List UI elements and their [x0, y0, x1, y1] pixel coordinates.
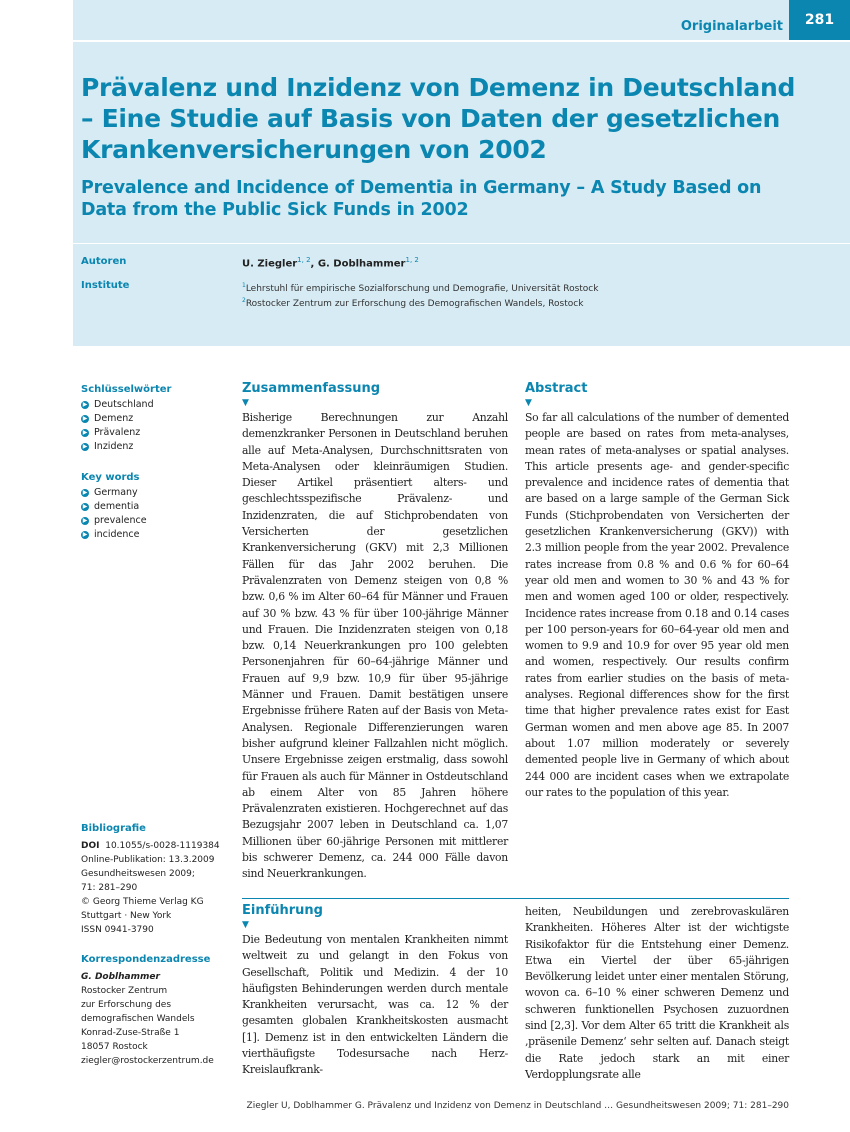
- address-line: demografischen Wandels: [81, 1014, 195, 1024]
- doi-label: DOI: [81, 841, 100, 851]
- arrow-bullet-icon: ▶: [82, 517, 88, 524]
- correspondence-heading: Korrespondenzadresse: [81, 954, 211, 965]
- bibliography-line: Gesundheitswesen 2009;: [81, 869, 195, 879]
- keywords-heading: Schlüsselwörter: [81, 384, 172, 395]
- triangle-marker-icon: ▼: [525, 398, 532, 408]
- keyword-item[interactable]: [81, 486, 231, 500]
- abstract-heading: Abstract: [525, 381, 588, 396]
- keyword-label: dementia: [94, 501, 140, 512]
- keywords-english: [81, 472, 231, 542]
- introduction-text: heiten, Neubildungen und zerebrovaskulären Krankheiten. Höheres Alter ist der wichtigste Risikofaktor für die Entstehung einer Demenz. Etwa ein Viertel der über 65-jährigen Bevölkerung leidet unter einer mentalen Störung, wovon ca. 6–10 % einer schweren Demenz und schweren funktionellen Psychosen zuzuordnen sind [2,3]. Vor dem Alter 65 tritt die Krankheit als ‚präsenile Demenz‘ sehr selten auf. Danach steigt die Rate jedoch stark an mit einer Verdopplungsrate alle: [525, 905, 789, 1081]
- keyword-item[interactable]: [81, 440, 231, 454]
- keyword-label: Germany: [94, 487, 138, 498]
- keywords-german: [81, 384, 231, 454]
- keyword-item[interactable]: [81, 514, 231, 528]
- address-line: zur Erforschung des: [81, 1000, 172, 1010]
- title-german: Prävalenz und Inzidenz von Demenz in Deutschland – Eine Studie auf Basis von Daten der gesetzlichen Krankenversicherungen von 2002: [81, 73, 796, 164]
- arrow-bullet-icon: ▶: [82, 401, 88, 408]
- keyword-label: Inzidenz: [94, 441, 134, 452]
- keyword-label: incidence: [94, 529, 140, 540]
- bibliography: [81, 822, 231, 937]
- abstract-text: So far all calculations of the number of demented people are based on rates from meta-analyses, mean rates of meta-analyses or spatial analyses. This article presents age- and gender-specific prevalence and incidence rates of dementia that are based on a large sample of the German Sick Funds (Stichprobendaten von Versicherten der gesetzlichen Krankenversicherung (GKV)) with 2.3 million people from the year 2002. Prevalence rates increase from 0.8 % and 0.6 % for 60–64 year old men and women to 30 % and 43 % for men and women aged 100 or older, respectively. Incidence rates increase from 0.18 and 0.14 cases per 100 person-years for 60–64-year old men and women to 9.9 and 10.9 for over 95 year old men and women, respectively. Our results confirm rates from earlier studies on the basis of meta-analyses. Regional differences show for the first time that higher prevalence rates exist for East German women and men above age 85. In 2007 about 1.07 million moderately or severely demented people live in Germany of which about 244 000 are incident cases when we extrapolate our rates to the population of this year.: [525, 411, 789, 799]
- arrow-bullet-icon: ▶: [82, 489, 88, 496]
- correspondence-name: G. Doblhammer: [81, 972, 160, 982]
- institute-number: 2: [242, 297, 246, 304]
- summary-german: [242, 381, 508, 883]
- arrow-bullet-icon: ▶: [82, 415, 88, 422]
- bibliography-line: © Georg Thieme Verlag KG: [81, 897, 204, 907]
- institute-name: Rostocker Zentrum zur Erforschung des Demografischen Wandels, Rostock: [245, 299, 584, 309]
- triangle-marker-icon: ▼: [242, 398, 249, 408]
- footer-citation: Ziegler U, Doblhammer G. Prävalenz und Inzidenz von Demenz in Deutschland … Gesundheitswesen 2009; 71: 281–290: [246, 1101, 789, 1111]
- keyword-item[interactable]: [81, 398, 231, 412]
- introduction-text: Die Bedeutung von mentalen Krankheiten nimmt weltweit zu und gelangt in den Fokus von Gesellschaft, Politik und Medizin. 4 der 10 häufigsten Behinderungen werden durch mentale Krankheiten verursacht, was ca. 12 % der gesamten globalen Krankheitskosten ausmacht [1]. Demenz ist in den entwickelten Ländern die vierthäufigste Todesursache nach Herz-Kreislaufkrank-: [242, 933, 508, 1077]
- introduction-column-left: [242, 903, 508, 1079]
- page-number: 281: [789, 0, 850, 40]
- bibliography-line: Stuttgart · New York: [81, 911, 172, 921]
- institutes: [242, 280, 598, 310]
- summary-heading: Zusammenfassung: [242, 381, 381, 396]
- author-affiliation: 1, 2: [297, 256, 311, 264]
- authors-label: Autoren: [81, 256, 127, 267]
- author-separator: ,: [310, 258, 318, 270]
- arrow-bullet-icon: ▶: [82, 503, 88, 510]
- introduction-column-right: [525, 904, 789, 1083]
- arrow-bullet-icon: ▶: [82, 429, 88, 436]
- author-affiliation: 1, 2: [405, 256, 419, 264]
- address-line: 18057 Rostock: [81, 1042, 148, 1052]
- institutes-label: Institute: [81, 280, 130, 291]
- summary-text: Bisherige Berechnungen zur Anzahl demenzkranker Personen in Deutschland beruhen alle auf Meta-Analysen, Durchschnittsraten von Meta-Analysen oder kleinräumigen Studien. Dieser Artikel präsentiert alters- und geschlechtsspezifische Prävalenz- und Inzidenzraten, die auf Stichprobendaten von Versicherten der gesetzlichen Krankenversicherung (GKV) mit 2,3 Millionen Fällen für das Jahr 2002 beruhen. Die Prävalenzraten von Demenz steigen von 0,8 % bzw. 0,6 % im Alter 60–64 für Männer und Frauen auf 30 % bzw. 43 % für über 100-jährige Männer und Frauen. Die Inzidenzraten steigen von 0,18 bzw. 0,14 Neuerkrankungen pro 100 gelebten Personenjahren für 60–64-jährige Männer und Frauen auf 9,9 bzw. 10,9 für über 95-jährige Männer und Frauen. Damit bestätigen unsere Ergebnisse frühere Raten auf der Basis von Meta-Analysen. Regionale Differenzierungen waren bisher aufgrund kleiner Fallzahlen nicht möglich. Unsere Ergebnisse zeigen erstmalig, dass sowohl für Frauen als auch für Männer in Ostdeutschland ab einem Alter von 85 Jahren höhere Prävalenzraten existieren. Hochgerechnet auf das Bezugsjahr 2007 leben in Deutschland ca. 1,07 Millionen über 60-jährige Personen mit mittlerer bis schwerer Demenz, ca. 244 000 Fälle davon sind Neuerkrankungen.: [242, 411, 508, 881]
- keyword-label: prevalence: [94, 515, 147, 526]
- institute-line: [242, 295, 598, 310]
- arrow-bullet-icon: ▶: [82, 443, 88, 450]
- arrow-bullet-icon: ▶: [82, 531, 88, 538]
- header-divider: [73, 40, 850, 42]
- address-line: Konrad-Zuse-Straße 1: [81, 1028, 180, 1038]
- correspondence-address: [81, 953, 231, 1068]
- keyword-label: Prävalenz: [94, 427, 141, 438]
- keyword-item[interactable]: [81, 500, 231, 514]
- keyword-item[interactable]: [81, 426, 231, 440]
- keyword-label: Demenz: [94, 413, 134, 424]
- email-link[interactable]: ziegler@rostockerzentrum.de: [81, 1056, 214, 1066]
- keywords-heading: Key words: [81, 472, 140, 483]
- institute-name: Lehrstuhl für empirische Sozialforschung und Demografie, Universität Rostock: [245, 284, 599, 294]
- abstract-english: [525, 381, 789, 801]
- doi-line: [81, 839, 231, 853]
- title-divider: [73, 243, 850, 244]
- author-name: G. Doblhammer: [317, 258, 406, 270]
- author-name: U. Ziegler: [242, 258, 298, 270]
- institute-number: 1: [242, 282, 246, 289]
- bibliography-line: Online-Publikation: 13.3.2009: [81, 855, 215, 865]
- address-line: Rostocker Zentrum: [81, 986, 168, 996]
- keyword-label: Deutschland: [94, 399, 154, 410]
- introduction-heading: Einführung: [242, 903, 323, 918]
- keyword-item[interactable]: [81, 528, 231, 542]
- institute-line: [242, 280, 598, 295]
- introduction-divider: [242, 898, 789, 899]
- bibliography-line: 71: 281–290: [81, 883, 138, 893]
- bibliography-line: ISSN 0941-3790: [81, 925, 154, 935]
- keyword-item[interactable]: [81, 412, 231, 426]
- bibliography-heading: Bibliografie: [81, 823, 146, 834]
- authors: [242, 256, 419, 269]
- doi-value[interactable]: 10.1055/s-0028-1119384: [105, 841, 220, 851]
- triangle-marker-icon: ▼: [242, 920, 249, 930]
- section-label: Originalarbeit: [680, 19, 783, 34]
- title-english: Prevalence and Incidence of Dementia in Germany – A Study Based on Data from the Public Sick Funds in 2002: [81, 178, 762, 220]
